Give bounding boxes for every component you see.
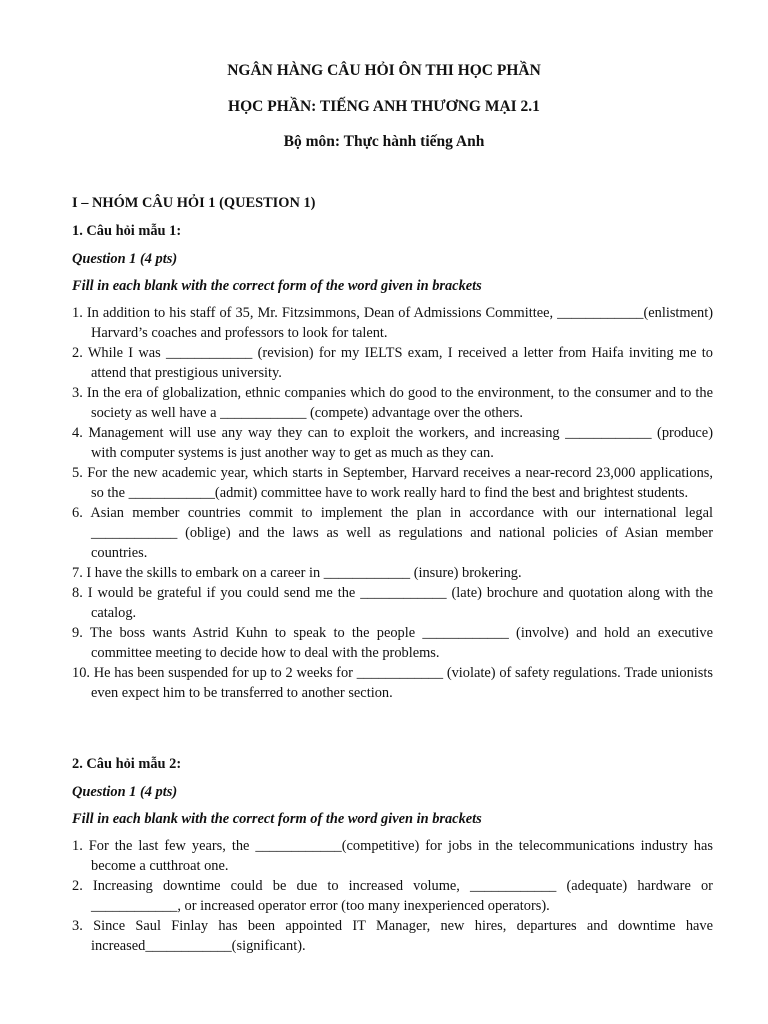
item-text: Since Saul Finlay has been appointed IT Manager, new hires, departures and downtime have increased____________(significant).: [91, 918, 713, 954]
item-text: The boss wants Astrid Kuhn to speak to the people ____________ (involve) and hold an executive committee meeting to decide how to deal with the problems.: [89, 625, 713, 661]
list-item: [72, 836, 713, 876]
item-number: 4.: [72, 425, 83, 441]
sample2-title: 2. Câu hỏi mẫu 2:: [72, 756, 182, 772]
sample2-question-list: [72, 836, 713, 956]
item-text: Asian member countries commit to implement the plan in accordance with our international legal ____________ (oblige) and the laws as well as regulations and national policies of Asian member countries.: [90, 505, 713, 561]
department-title: Bộ môn: Thực hành tiếng Anh: [283, 133, 485, 150]
item-text: He has been suspended for up to 2 weeks for ____________ (violate) of safety regulations. Trade unionists even expect him to be transferred to another section.: [91, 665, 713, 701]
sample1-question: Question 1 (4 pts): [72, 251, 178, 267]
item-text: While I was ____________ (revision) for my IELTS exam, I received a letter from Haifa inviting me to attend that prestigious university.: [87, 345, 713, 381]
item-number: 3.: [72, 918, 83, 934]
item-number: 5.: [72, 465, 83, 481]
item-text: For the last few years, the ____________(competitive) for jobs in the telecommunications industry has become a cutthroat one.: [88, 838, 713, 874]
list-item: [72, 383, 713, 423]
list-item: [72, 916, 713, 956]
section-heading: I – NHÓM CÂU HỎI 1 (QUESTION 1): [72, 195, 316, 211]
sample2-instruction: Fill in each blank with the correct form of the word given in brackets: [72, 811, 482, 827]
sample1-instruction: Fill in each blank with the correct form of the word given in brackets: [72, 278, 482, 294]
sample1-question-list: [72, 303, 713, 703]
item-text: Management will use any way they can to exploit the workers, and increasing ____________ (produce) with computer systems is just another way to get as much as they can.: [88, 425, 713, 461]
item-text: I would be grateful if you could send me the ____________ (late) brochure and quotation along with the catalog.: [87, 585, 713, 621]
sample2-question: Question 1 (4 pts): [72, 784, 178, 800]
item-number: 10.: [72, 665, 90, 681]
item-text: In the era of globalization, ethnic companies which do good to the environment, to the consumer and to the society as well have a ____________ (compete) advantage over the others.: [86, 385, 713, 421]
list-item: [72, 303, 713, 343]
list-item: [72, 623, 713, 663]
item-number: 6.: [72, 505, 83, 521]
list-item: [72, 343, 713, 383]
document-title: NGÂN HÀNG CÂU HỎI ÔN THI HỌC PHẦN: [227, 62, 541, 79]
item-text: For the new academic year, which starts in September, Harvard receives a near-record 23,000 applications, so the ____________(admit) committee have to work really hard to find the best and brightest students.: [87, 465, 713, 501]
list-item: [72, 663, 713, 703]
item-text: In addition to his staff of 35, Mr. Fitzsimmons, Dean of Admissions Committee, ____________(enlistment) Harvard’s coaches and professors to look for talent.: [86, 305, 713, 341]
list-item: [72, 563, 713, 583]
list-item: [72, 876, 713, 916]
item-number: 1.: [72, 838, 83, 854]
item-number: 2.: [72, 878, 83, 894]
list-item: [72, 423, 713, 463]
item-text: I have the skills to embark on a career in ____________ (insure) brokering.: [86, 565, 522, 581]
course-title: HỌC PHẦN: TIẾNG ANH THƯƠNG MẠI 2.1: [228, 98, 540, 115]
list-item: [72, 503, 713, 563]
item-number: 3.: [72, 385, 83, 401]
item-number: 8.: [72, 585, 83, 601]
list-item: [72, 583, 713, 623]
sample1-title: 1. Câu hỏi mẫu 1:: [72, 223, 182, 239]
item-text: Increasing downtime could be due to increased volume, ____________ (adequate) hardware or ____________, or increased operator error (too many inexperienced operators).: [91, 878, 713, 914]
item-number: 7.: [72, 565, 83, 581]
item-number: 1.: [72, 305, 83, 321]
list-item: [72, 463, 713, 503]
item-number: 9.: [72, 625, 83, 641]
item-number: 2.: [72, 345, 83, 361]
